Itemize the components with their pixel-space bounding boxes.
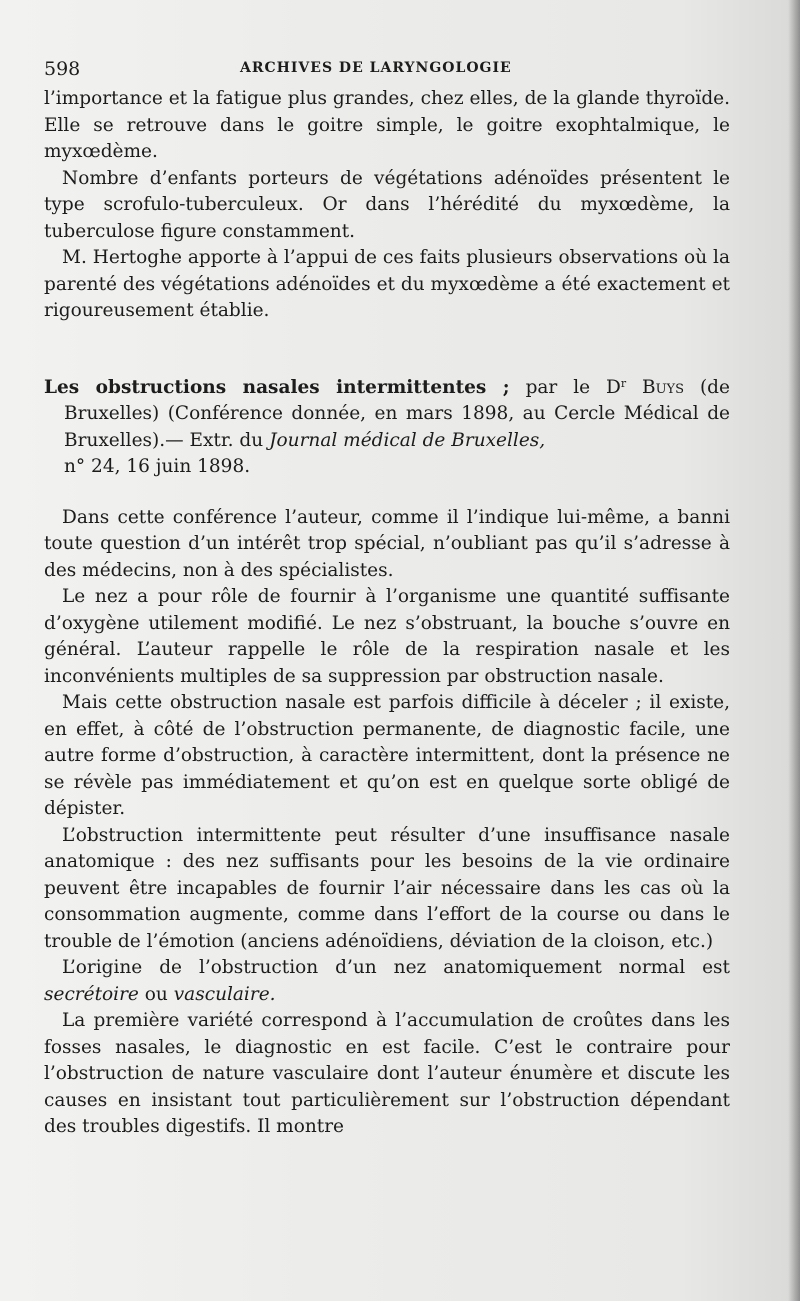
final-paragraph: La première variété correspond à l’accumulation de croûtes dans les fosses nasales, le diagnostic en est facile. C’est le contraire pour l’obstruction de nature vasculaire dont l’auteur énumère et discute les causes en insistant tout particulièrement sur l’obstruction dépendant des troubles digestifs. Il montre (44, 1010, 730, 1137)
origin-connector: ou (144, 983, 168, 1005)
bibliographic-notice (44, 371, 730, 481)
intro-paragraph-2: Nombre d’enfants porteurs de végétations adénoïdes présentent le type scrofulo-tuberculeux. Or dans l’hérédité du myxœdème, la tuberculose figure constamment. (44, 167, 730, 242)
body-paragraph-1: Dans cette conférence l’auteur, comme il l’indique lui-même, a banni toute question d’un intérêt trop spécial, n’oubliant pas qu’il s’adresse à des médecins, non à des spécialistes. (44, 506, 730, 581)
notice-details: (de Bruxelles) (Conférence donnée, en mars 1898, au Cercle Médical de Bruxelles).— Extr. du (64, 376, 730, 451)
origin-paragraph (44, 955, 730, 1008)
page-edge-shadow (788, 0, 800, 1301)
notice-title: Les obstructions nasales intermittentes ; (44, 376, 510, 398)
intro-paragraph-1: l’importance et la fatigue plus grandes, chez elles, de la glande thyroïde. Elle se retrouve dans le goitre simple, le goitre exophtalmique, le myxœdème. (44, 88, 730, 162)
intro-paragraph-3: M. Hertoghe apporte à l’appui de ces faits plusieurs observations où la parenté des végétations adénoïdes et du myxœdème a été exactement et rigoureusement établie. (44, 247, 730, 321)
running-title: ARCHIVES DE LARYNGOLOGIE (240, 60, 512, 76)
notice-journal: Journal médical de Bruxelles, (269, 429, 546, 451)
notice-author-prefix: par le D (525, 376, 621, 398)
body-paragraph-4: L’obstruction intermittente peut résulter d’une insuffisance nasale anatomique : des nez suffisants pour les besoins de la vie ordinaire peuvent être incapables de fournir l’air nécessaire dans les cas où la consommation augmente, comme dans l’effort de la course ou dans le trouble de l’émotion (anciens adénoïdiens, déviation de la cloison, etc.) (44, 824, 730, 952)
notice-author-name: Buys (642, 376, 685, 398)
origin-term-secretoire: secrétoire (44, 983, 139, 1005)
notice-issue: n° 24, 16 juin 1898. (64, 456, 251, 477)
origin-lead: L’origine de l’obstruction d’un nez anatomiquement normal est (62, 957, 730, 978)
origin-term-vasculaire: vasculaire. (173, 983, 276, 1005)
running-head (44, 52, 730, 86)
body-paragraph-2: Le nez a pour rôle de fournir à l’organisme une quantité suffisante d’oxygène utilement modifié. Le nez s’obstruant, la bouche s’ouvre en général. L’auteur rappelle le rôle de la respiration nasale et les inconvénients multiples de sa suppression par obstruction nasale. (44, 586, 730, 687)
body-paragraph-3: Mais cette obstruction nasale est parfois difficile à déceler ; il existe, en effet, à côté de l’obstruction permanente, de diagnostic facile, une autre forme d’obstruction, à caractère intermittent, dont la présence ne se révèle pas immédiatement et qu’on est en quelque sorte obligé de dépister. (44, 692, 730, 819)
notice-author-sup: r (620, 376, 627, 390)
page-number: 598 (44, 58, 81, 80)
